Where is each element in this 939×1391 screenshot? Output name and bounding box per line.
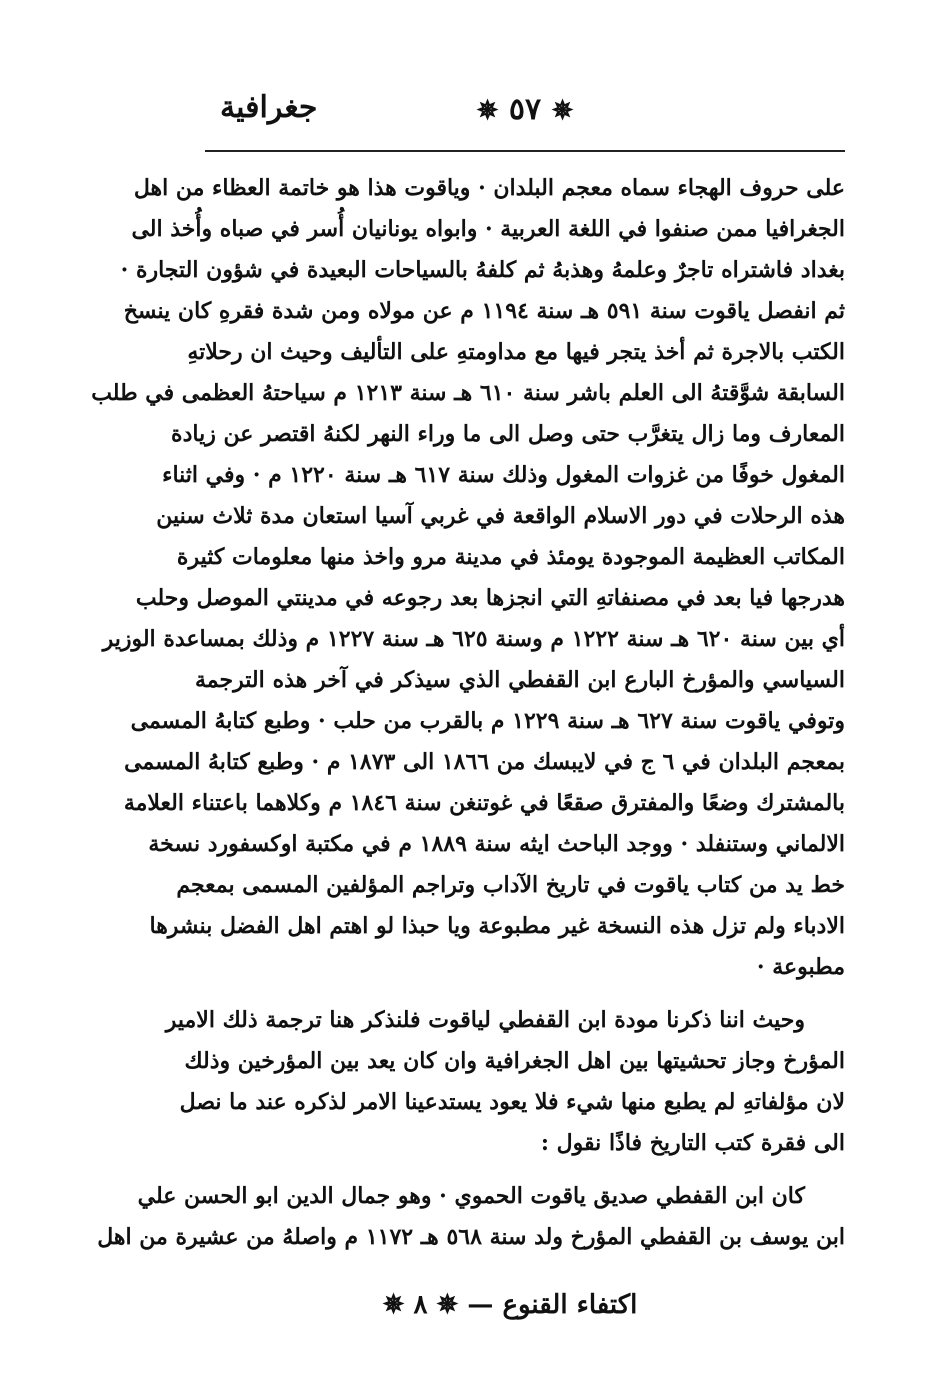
text-line: لان مؤلفاتهِ لم يطبع منها شيء فلا يعود يستدعينا الامر لذكره عند ما نصل: [179, 1089, 845, 1115]
text-line: الادباء ولم تزل هذه النسخة غير مطبوعة ويا حبذا لو اهتم اهل الفضل بنشرها: [149, 913, 845, 939]
paragraph: [97, 1176, 845, 1258]
text-line: على حروف الهجاء سماه معجم البلدان · وياقوت هذا هو خاتمة العظاء من اهل: [133, 175, 845, 201]
text-line: الالماني وستنفلد · ووجد الباحث ايثه سنة ١٨٨٩ م في مكتبة اوكسفورد نسخة: [148, 831, 845, 857]
footer-signature: اكتفاء القنوع: [502, 1290, 638, 1320]
text-line: الكتب بالاجرة ثم أخذ يتجر فيها مع مداومتهِ على التأليف وحيث ان رحلاتهِ: [187, 339, 845, 365]
page-footer: [380, 1290, 640, 1330]
text-line: بغداد فاشتراه تاجرٌ وعلمهُ وهذبهُ ثم كلفهُ بالسياحات البعيدة في شؤون التجارة ·: [120, 257, 845, 283]
paragraph-gap: [195, 1164, 845, 1176]
paragraph: [165, 1000, 845, 1164]
sheet-number: ٨: [413, 1290, 428, 1320]
text-line: خط يد من كتاب ياقوت في تاريخ الآداب وتراجم المؤلفين المسمى بمعجم: [176, 872, 845, 898]
footer-dash: —: [467, 1290, 494, 1320]
text-line: وحيث اننا ذكرنا مودة ابن القفطي لياقوت فلنذكر هنا ترجمة ذلك الامير: [165, 1007, 805, 1033]
page-number: ٥٧: [508, 92, 542, 127]
text-line: الى فقرة كتب التاريخ فاذًا نقول :: [540, 1130, 845, 1156]
ornament-icon: ✵: [382, 1290, 405, 1320]
text-line: بمعجم البلدان في ٦ ج في لايبسك من ١٨٦٦ الى ١٨٧٣ م · وطبع كتابهُ المسمى: [124, 749, 845, 775]
section-title: جغرافية: [220, 90, 318, 125]
text-line: بالمشترك وضعًا والمفترق صقعًا في غوتنغن سنة ١٨٤٦ م وكلاهما باعتناء العلامة: [123, 790, 845, 816]
paragraph: [91, 168, 845, 988]
text-line: السابقة شوَّقتهُ الى العلم باشر سنة ٦١٠ هـ سنة ١٢١٣ م سياحتهُ العظمى في طلب: [91, 380, 845, 406]
header-rule: [205, 150, 845, 152]
text-line: ابن يوسف بن القفطي المؤرخ ولد سنة ٥٦٨ هـ ١١٧٢ م واصلهُ من عشيرة من اهل: [97, 1224, 845, 1250]
body-text: [91, 168, 845, 1258]
ornament-icon: ✵: [476, 96, 499, 126]
text-line: المغول خوفًا من غزوات المغول وذلك سنة ٦١٧ هـ سنة ١٢٢٠ م · وفي اثناء: [162, 462, 845, 488]
text-line: وتوفي ياقوت سنة ٦٢٧ هـ سنة ١٢٢٩ م بالقرب من حلب · وطبع كتابهُ المسمى: [130, 708, 845, 734]
text-line: الجغرافيا ممن صنفوا في اللغة العربية · وابواه يونانيان أُسر في صباه وأُخذ الى: [131, 216, 845, 242]
text-line: مطبوعة ·: [756, 954, 845, 980]
text-line: ثم انفصل ياقوت سنة ٥٩١ هـ سنة ١١٩٤ م عن مولاه ومن شدة فقرهِ كان ينسخ: [123, 298, 845, 324]
text-line: المكاتب العظيمة الموجودة يومئذ في مدينة مرو واخذ منها معلومات كثيرة: [176, 544, 845, 570]
ornament-icon: ✵: [436, 1290, 459, 1320]
paragraph-gap: [195, 988, 845, 1000]
ornament-icon: ✵: [551, 96, 574, 126]
text-line: المعارف وما زال يتغرَّب حتى وصل الى ما وراء النهر لكنهُ اقتصر عن زيادة: [171, 421, 845, 447]
page-header: [200, 88, 850, 138]
text-line: المؤرخ وجاز تحشيتها بين اهل الجغرافية وان كان يعد بين المؤرخين وذلك: [184, 1048, 845, 1074]
text-line: السياسي والمؤرخ البارع ابن القفطي الذي سيذكر في آخر هذه الترجمة: [195, 667, 845, 693]
page-number-group: [470, 92, 580, 127]
text-line: أي بين سنة ٦٢٠ هـ سنة ١٢٢٢ م وسنة ٦٢٥ هـ سنة ١٢٢٧ م وذلك بمساعدة الوزير: [102, 626, 845, 652]
text-line: كان ابن القفطي صديق ياقوت الحموي · وهو جمال الدين ابو الحسن علي: [137, 1183, 805, 1209]
text-line: هذه الرحلات في دور الاسلام الواقعة في غربي آسيا استعان مدة ثلاث سنين: [156, 503, 845, 529]
text-line: هدرجها فيا بعد في مصنفاتهِ التي انجزها بعد رجوعه في مدينتي الموصل وحلب: [135, 585, 845, 611]
